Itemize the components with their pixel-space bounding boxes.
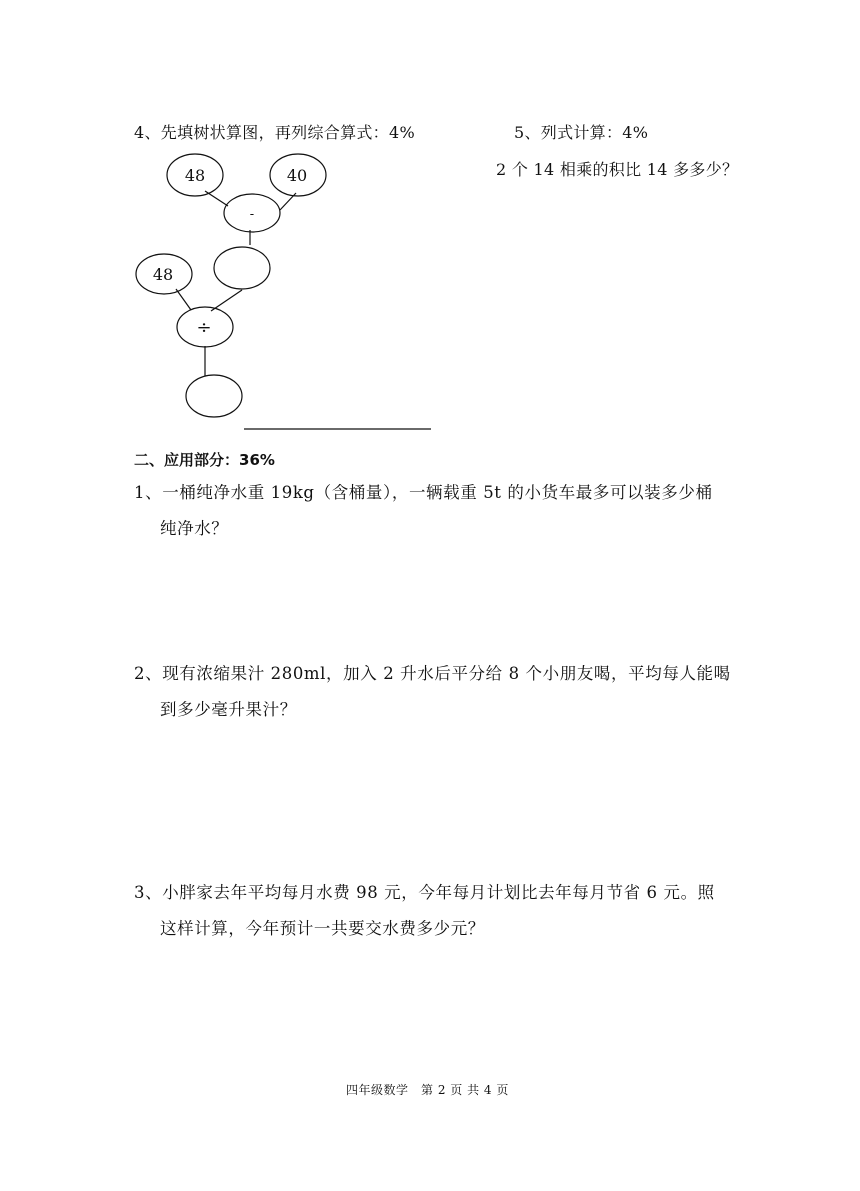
tree-diagram: [0, 0, 460, 440]
q5-text: 2 个 14 相乘的积比 14 多多少？: [496, 160, 739, 179]
tree-label-mid-left: 48: [152, 265, 174, 284]
q1-line2: 纯净水？: [160, 519, 229, 538]
connector-line: [176, 289, 191, 310]
section-header: 二、应用部分：36%: [134, 451, 275, 469]
page-footer: 四年级数学 第 2 页 共 4 页: [346, 1083, 509, 1097]
tree-label-top-right: 40: [286, 166, 308, 185]
tree-label-divide: ÷: [196, 317, 212, 338]
q2-line1: 2、现有浓缩果汁 280ml，加入 2 升水后平分给 8 个小朋友喝，平均每人能喝: [134, 664, 731, 683]
q1-line1: 1、一桶纯净水重 19kg（含桶量），一辆载重 5t 的小货车最多可以装多少桶: [134, 483, 713, 502]
tree-label-top-left: 48: [184, 166, 206, 185]
tree-node-mid-right[interactable]: [214, 247, 270, 289]
q3-line2: 这样计算，今年预计一共要交水费多少元？: [160, 919, 485, 938]
q3-line1: 3、小胖家去年平均每月水费 98 元，今年每月计划比去年每月节省 6 元。照: [134, 883, 715, 902]
q2-line2: 到多少毫升果汁？: [160, 700, 297, 719]
q5-title: 5、列式计算：4%: [514, 123, 649, 142]
tree-label-minus: -: [249, 207, 255, 222]
tree-node-result[interactable]: [186, 375, 242, 417]
q4-title: 4、先填树状算图，再列综合算式：4%: [134, 123, 415, 142]
